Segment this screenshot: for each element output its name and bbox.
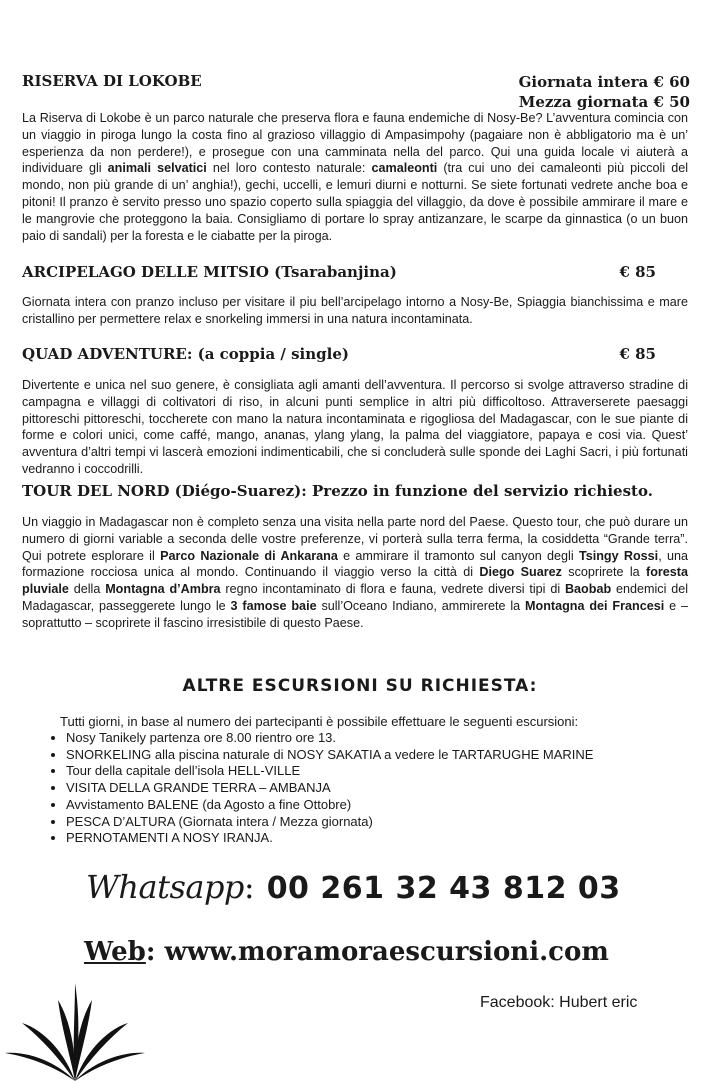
- mitsio-description: Giornata intera con pranzo incluso per visitare il piu bell’arcipelago intorno a Nosy-Be, Spiaggia bianchissima e mare cristallino per permettere relax e snorkeling immersi in una natura incontaminata.: [22, 295, 688, 326]
- mitsio-title: ARCIPELAGO DELLE MITSIO (Tsarabanjina): [22, 263, 397, 281]
- quad-title: QUAD ADVENTURE: (a coppia / single): [22, 345, 349, 363]
- quad-price: € 85: [619, 345, 656, 363]
- leaf-fan-logo-icon: [0, 975, 150, 1081]
- list-item: • PERNOTAMENTI A NOSY IRANJA.: [66, 830, 593, 847]
- facebook-handle[interactable]: Facebook: Hubert eric: [480, 994, 638, 1011]
- nord-header: [22, 482, 690, 500]
- extras-title: ALTRE ESCURSIONI SU RICHIESTA:: [182, 676, 538, 696]
- lokobe-description: La Riserva di Lokobe è un parco naturale che preserva flora e fauna endemiche di Nosy-Be? L’avventura comincia con un viaggio in piroga lungo la costa fino al grazioso villaggio di Ampasimpohy (pagaiare non è abbligatorio ma è un’ esperienza da non perdere!), e prosegue con una camminata nella del parco. Qui una guida locale vi aiuterà a individuare gli animali selvatici nel loro contesto naturale: camaleonti (tra cui uno dei camaleonti più piccoli del mondo, non più grande di un’ anghia!), gechi, uccelli, e lemuri diurni e notturni. Se siete fortunati vedrete anche boa e pitoni! Il pranzo è servito presso uno spazio coperto sulla spiaggia del villaggio, da dove è possibile ammirare il mare e le mangrovie che proteggono la baia. Consigliamo di portare lo spray antizanzare, le scarpe da ginnastica (o un buon paio di sandali) per la foresta e le ciabatte per la piroga.: [22, 111, 689, 243]
- quad-header: [22, 345, 690, 363]
- lokobe-price-full: Giornata intera € 60: [518, 73, 690, 91]
- whatsapp-colon: :: [243, 868, 255, 906]
- web-label: Web: [84, 937, 146, 967]
- web-url[interactable]: : www.moramoraescursioni.com: [145, 937, 609, 967]
- nord-description: Un viaggio in Madagascar non è completo senza una visita nella parte nord del Paese. Questo tour, che può durare un numero di giorni variable a seconda delle vostre preferenze, vi porterà sulla terra ferma, la cosiddetta “Grande terra”. Qui potrete esplorare il Parco Nazionale di Ankarana e ammirare il tramonto sul canyon degli Tsingy Rossi, una formazione rocciosa unica al mondo. Continuando il viaggio verso la città di Diego Suarez scoprirete la foresta pluviale della Montagna d’Ambra regno incontaminato di flora e fauna, vedrete diversi tipi di Baobab endemici del Madagascar, passeggerete lungo le 3 famose baie sull’Oceano Indiano, ammirerete la Montagna dei Francesi e – soprattutto – scoprirete il fascino irresistibile di questo Paese.: [22, 515, 689, 630]
- list-item: • VISITA DELLA GRANDE TERRA – AMBANJA: [66, 780, 593, 797]
- list-item: • Nosy Tanikely partenza ore 8.00 rientro ore 13.: [66, 730, 593, 747]
- whatsapp-label: Whatsapp: [86, 868, 244, 906]
- mitsio-price: € 85: [619, 263, 656, 281]
- lokobe-price-half: Mezza giornata € 50: [518, 93, 690, 111]
- quad-description: Divertente e unica nel suo genere, è consigliata agli amanti dell’avventura. Il percorso si svolge attraverso stradine di campagna e villaggi di coltivatori di riso, in alcuni punti semplice in altri più difficoltoso. Attraverserete paesaggi pittoreschi pittoreschi, toccherete con mano la natura incontaminata e rigogliosa del Madagascar, con le sue piante di forme e colori unici, come caffé, mango, ananas, ylang ylang, la palma del viaggiatore, papaya e cosi via. Quest’ avventura d’altri tempi vi lascerà emozioni indimenticabili, che si concluderà sulle sponde dei Laghi Sacri, i più fortunati vedranno i coccodrilli.: [22, 378, 688, 476]
- list-item: • PESCA D’ALTURA (Giornata intera / Mezza giornata): [66, 814, 593, 831]
- list-item: • SNORKELING alla piscina naturale di NOSY SAKATIA a vedere le TARTARUGHE MARINE: [66, 747, 593, 764]
- whatsapp-line: [86, 868, 621, 906]
- lokobe-header: [22, 72, 690, 112]
- nord-title: TOUR DEL NORD (Diégo-Suarez): Prezzo in funzione del servizio richiesto.: [22, 482, 653, 500]
- extras-list: [40, 730, 593, 847]
- list-item: • Tour della capitale dell’isola HELL-VILLE: [66, 763, 593, 780]
- lokobe-title: RISERVA DI LOKOBE: [22, 72, 202, 90]
- whatsapp-number[interactable]: 00 261 32 43 812 03: [266, 871, 621, 906]
- web-line: [84, 937, 609, 967]
- list-item: • Avvistamento BALENE (da Agosto a fine Ottobre): [66, 797, 593, 814]
- lokobe-prices: [519, 72, 690, 112]
- extras-intro: Tutti giorni, in base al numero dei partecipanti è possibile effettuare le seguenti escursioni:: [60, 714, 579, 729]
- mitsio-header: [22, 263, 690, 281]
